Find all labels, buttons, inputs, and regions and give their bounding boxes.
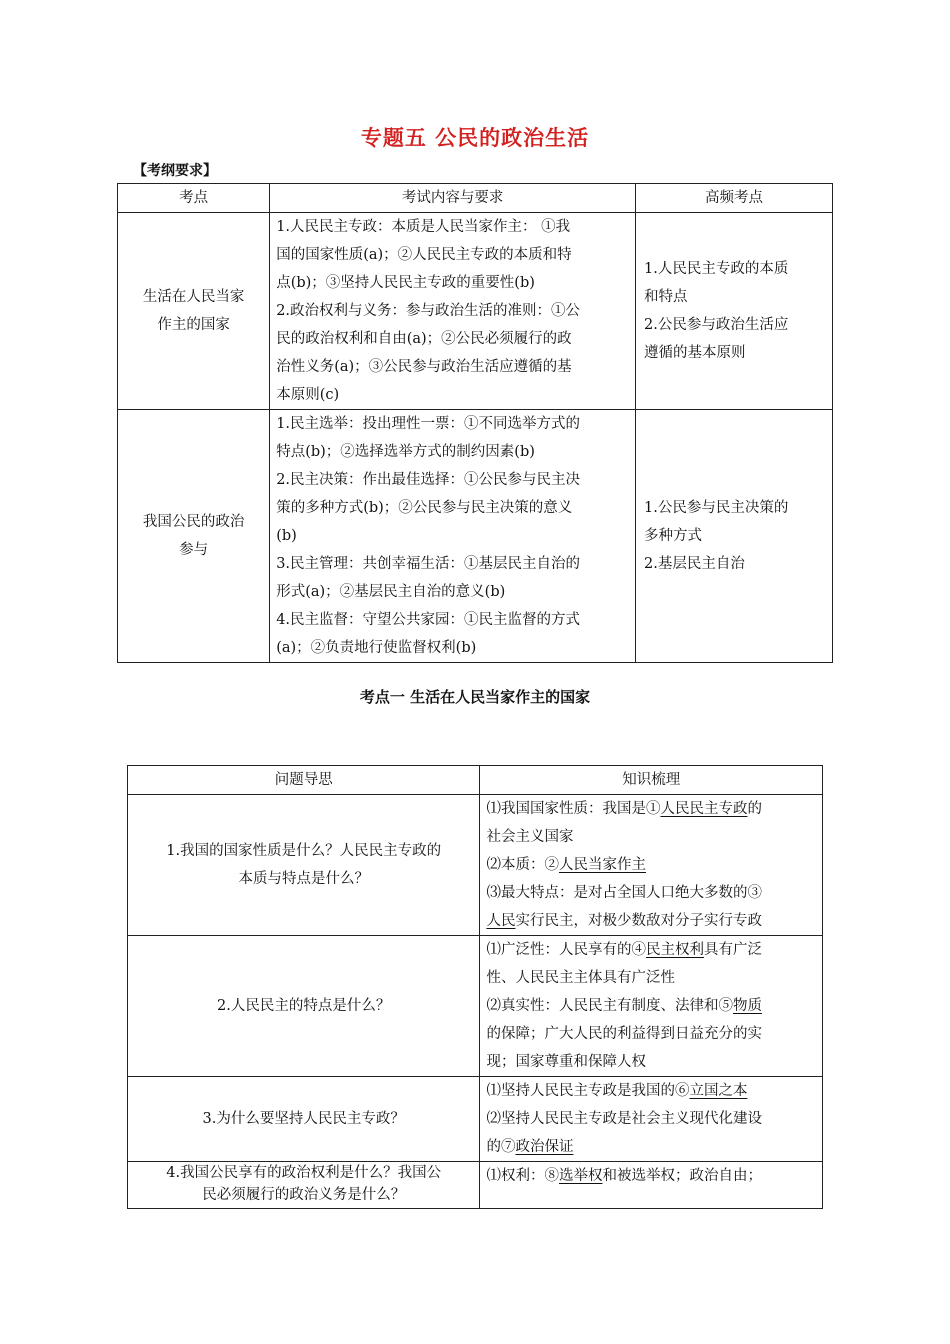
text-line: 4.民主监督：守望公共家园：①民主监督的方式 [276, 612, 581, 628]
question-cell [128, 1162, 480, 1209]
answer-line [486, 1020, 816, 1048]
answer-text: 性、人民民主主体具有广泛性 [486, 970, 675, 986]
text-line: 1.人民民主专政的本质 [644, 261, 789, 277]
answer-text: 实行民主，对极少数敌对分子实行专政 [515, 913, 762, 929]
question-cell [128, 795, 480, 936]
requirements-label: 【考纲要求】 [133, 163, 217, 179]
header-cell: 问题导思 [128, 766, 480, 795]
answer-line [486, 879, 816, 907]
answer-line [486, 907, 816, 935]
topic-cell [118, 213, 270, 410]
table-header-row [118, 184, 833, 213]
answer-text: 的⑦ [486, 1139, 516, 1155]
text-line: 4.我国公民享有的政治权利是什么？我国公 [166, 1165, 442, 1181]
text-line: 3.民主管理：共创幸福生活：①基层民主自治的 [276, 556, 581, 572]
text-line: 和特点 [644, 289, 688, 305]
answer-line [486, 1105, 816, 1133]
answer-text: ⑴坚持人民民主专政是我国的⑥ [486, 1083, 690, 1099]
text-line: 参与 [179, 542, 209, 558]
text-line: 民的政治权利和自由(a)；②公民必须履行的政 [276, 331, 572, 347]
answer-blank: 人民民主专政 [660, 801, 748, 817]
text-line: 3.为什么要坚持人民民主专政？ [202, 1111, 405, 1127]
answer-cell [480, 795, 823, 936]
text-line: 生活在人民当家 [142, 289, 245, 305]
text-line: 1.公民参与民主决策的 [644, 500, 789, 516]
answer-line [486, 1133, 816, 1161]
table-row [128, 795, 823, 936]
text-line: 1.人民民主专政：本质是人民当家作主： ①我 [276, 219, 571, 235]
answer-line [486, 851, 816, 879]
answer-blank: 选举权 [558, 1168, 603, 1184]
answer-text: 现；国家尊重和保障人权 [486, 1054, 646, 1070]
answer-line [486, 936, 816, 964]
answer-line [486, 964, 816, 992]
answer-text: ⑵坚持人民民主专政是社会主义现代化建设 [486, 1111, 762, 1127]
section-title: 考点一 生活在人民当家作主的国家 [359, 688, 591, 706]
frequent-cell [636, 410, 833, 663]
text-line: 民必须履行的政治义务是什么？ [202, 1187, 406, 1203]
text-line: 遵循的基本原则 [644, 345, 746, 361]
text-line: 本原则(c) [276, 387, 340, 403]
header-cell: 考点 [118, 184, 270, 213]
answer-text: ⑶最大特点：是对占全国人口绝大多数的③ [486, 885, 762, 901]
content-cell [270, 410, 636, 663]
answer-line [486, 992, 816, 1020]
header-cell: 考试内容与要求 [270, 184, 636, 213]
table-row [118, 213, 833, 410]
answer-text: 的保障；广大人民的利益得到日益充分的实 [486, 1026, 762, 1042]
table-row [128, 1077, 823, 1162]
frequent-cell [636, 213, 833, 410]
text-line: 2.公民参与政治生活应 [644, 317, 789, 333]
answer-blank: 民主权利 [645, 942, 704, 958]
text-line: 2.人民民主的特点是什么？ [217, 998, 391, 1014]
topic-cell [118, 410, 270, 663]
answer-line [486, 1162, 816, 1190]
text-line: 治性义务(a)；③公民参与政治生活应遵循的基 [276, 359, 572, 375]
answer-text: 的 [747, 801, 762, 817]
text-line: (b) [276, 528, 297, 544]
answer-line [486, 795, 816, 823]
syllabus-table [117, 183, 833, 663]
text-line: 形式(a)；②基层民主自治的意义(b) [276, 584, 506, 600]
answer-text: 和被选举权；政治自由； [602, 1168, 762, 1184]
text-line: 1.民主选举：投出理性一票：①不同选举方式的 [276, 416, 581, 432]
answer-line [486, 1077, 816, 1105]
text-line: 2.基层民主自治 [644, 556, 745, 572]
table-row [128, 936, 823, 1077]
text-line: 本质与特点是什么？ [238, 871, 369, 887]
text-line: 2.民主决策：作出最佳选择：①公民参与民主决 [276, 472, 581, 488]
text-line: 多种方式 [644, 528, 703, 544]
header-cell: 高频考点 [636, 184, 833, 213]
answer-blank: 人民当家作主 [558, 857, 646, 873]
text-line: 点(b)；③坚持人民民主专政的重要性(b) [276, 275, 535, 291]
text-line: 2.政治权利与义务：参与政治生活的准则：①公 [276, 303, 581, 319]
answer-text: ⑴我国国家性质：我国是① [486, 801, 661, 817]
content-cell [270, 213, 636, 410]
header-cell: 知识梳理 [480, 766, 823, 795]
answer-cell [480, 1162, 823, 1209]
answer-blank: 政治保证 [515, 1139, 574, 1155]
answer-text: ⑴权利：⑧ [486, 1168, 559, 1184]
table-row [128, 1162, 823, 1209]
text-line: 策的多种方式(b)；②公民参与民主决策的意义 [276, 500, 573, 516]
answer-cell [480, 936, 823, 1077]
text-line: 1.我国的国家性质是什么？人民民主专政的 [166, 843, 442, 859]
table-row [118, 410, 833, 663]
question-cell [128, 936, 480, 1077]
answer-text: ⑵本质：② [486, 857, 559, 873]
answer-text: 社会主义国家 [486, 829, 574, 845]
text-line: 特点(b)；②选择选举方式的制约因素(b) [276, 444, 535, 460]
answer-line [486, 823, 816, 851]
table-header-row [128, 766, 823, 795]
question-cell [128, 1077, 480, 1162]
answer-text: ⑴广泛性：人民享有的④ [486, 942, 646, 958]
text-line: 国的国家性质(a)；②人民民主专政的本质和特 [276, 247, 572, 263]
page-title: 专题五 公民的政治生活 [360, 126, 590, 150]
answer-text: ⑵真实性：人民民主有制度、法律和⑤ [486, 998, 733, 1014]
text-line: (a)；②负责地行使监督权利(b) [276, 640, 477, 656]
answer-blank: 立国之本 [689, 1083, 748, 1099]
text-line: 我国公民的政治 [142, 514, 245, 530]
text-line: 作主的国家 [157, 317, 230, 333]
knowledge-table [127, 765, 823, 1209]
answer-line [486, 1048, 816, 1076]
answer-blank: 人民 [486, 913, 516, 929]
answer-blank: 物质 [732, 998, 762, 1014]
answer-cell [480, 1077, 823, 1162]
answer-text: 具有广泛 [703, 942, 762, 958]
